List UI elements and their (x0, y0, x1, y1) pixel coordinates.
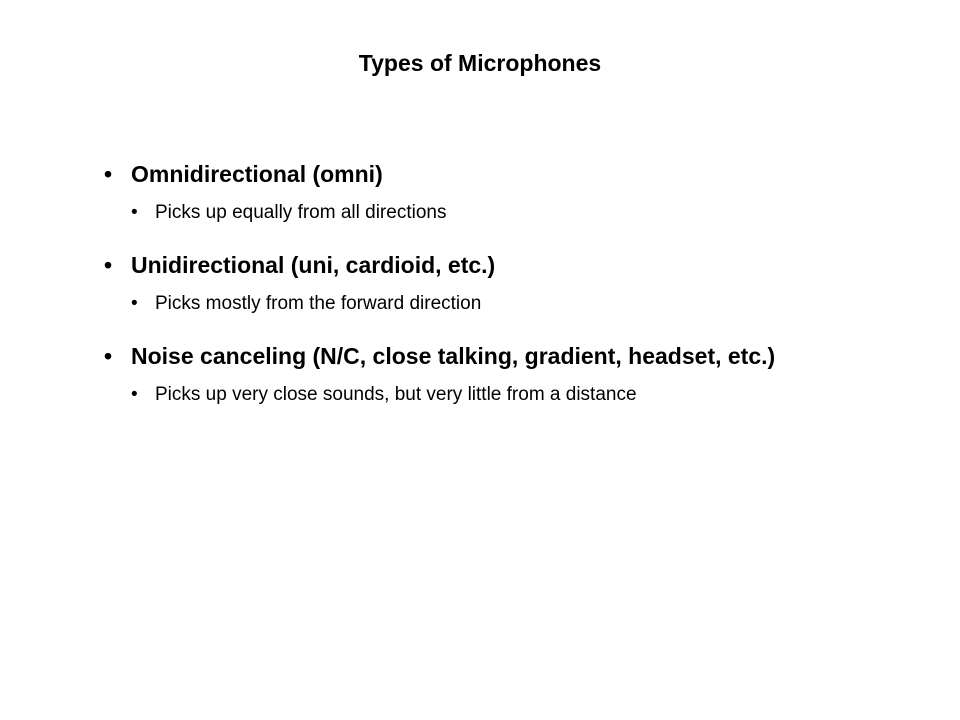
slide-title: Types of Microphones (358, 50, 602, 76)
sub-bullet (131, 383, 824, 407)
sub-bullet (131, 292, 824, 316)
sub-bullet-text: Picks mostly from the forward direction (155, 293, 482, 314)
list-item-omnidirectional (104, 160, 824, 225)
bullet-icon: • (104, 161, 113, 187)
bullet-icon: • (104, 343, 113, 369)
bullet-heading (104, 251, 824, 280)
bullet-icon: • (104, 252, 113, 278)
bullet-list (104, 160, 824, 433)
bullet-heading (104, 342, 824, 371)
sub-bullet-icon: • (131, 384, 138, 405)
sub-bullet (131, 201, 824, 225)
sub-bullet-icon: • (131, 202, 138, 223)
bullet-heading-text: Unidirectional (uni, cardioid, etc.) (131, 252, 496, 278)
bullet-heading-text: Noise canceling (N/C, close talking, gradient, headset, etc.) (131, 343, 776, 369)
list-item-noise-canceling (104, 342, 824, 407)
bullet-heading-text: Omnidirectional (omni) (131, 161, 383, 187)
bullet-heading (104, 160, 824, 189)
sub-bullet-text: Picks up very close sounds, but very little from a distance (155, 384, 637, 405)
sub-bullet-icon: • (131, 293, 138, 314)
sub-bullet-text: Picks up equally from all directions (155, 202, 447, 223)
list-item-unidirectional (104, 251, 824, 316)
